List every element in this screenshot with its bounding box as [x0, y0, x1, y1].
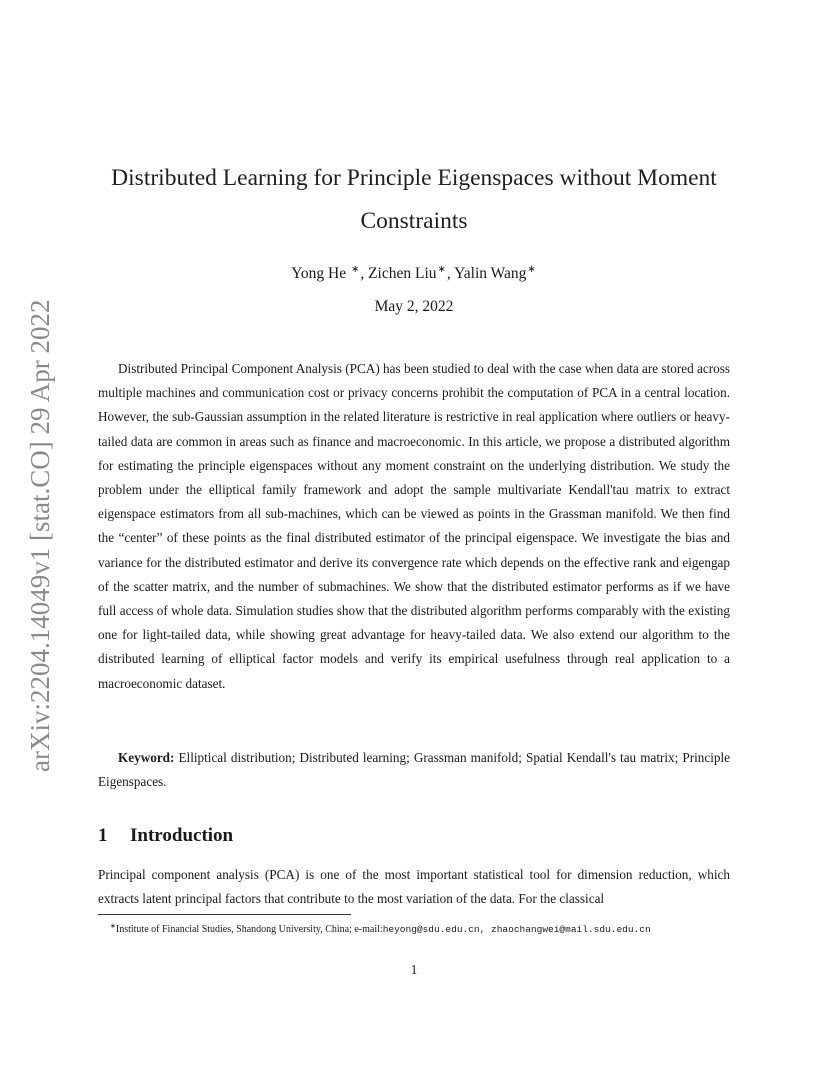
paper-title — [98, 157, 730, 243]
footnote-text: Institute of Financial Studies, Shandong University, China; e-mail: — [115, 924, 383, 935]
author-name: Yong He — [291, 265, 347, 282]
section-title: Introduction — [130, 825, 234, 846]
author-list — [98, 259, 730, 285]
keywords-text: Elliptical distribution; Distributed learning; Grassman manifold; Spatial Kendall's tau matrix; Principle Eigenspaces. — [98, 750, 730, 790]
keywords-label: Keyword: — [118, 750, 175, 765]
footnote-divider — [98, 914, 351, 915]
paper-title-line-2: Constraints — [360, 208, 468, 234]
footnote-mark: ∗ — [110, 922, 116, 930]
arxiv-identifier-stamp: arXiv:2204.14049v1 [stat.CO] 29 Apr 2022 — [25, 299, 55, 772]
author-affiliation-mark: ∗ — [350, 264, 360, 275]
section-number: 1 — [98, 825, 108, 846]
affiliation-footnote — [110, 919, 750, 937]
page-number: 1 — [410, 962, 418, 977]
author-affiliation-mark: ∗ — [527, 264, 536, 275]
author-separator: , — [446, 265, 451, 282]
author-affiliation-mark: ∗ — [437, 264, 446, 275]
author-separator: , — [360, 265, 365, 282]
introduction-paragraph: Principal component analysis (PCA) is one of the most important statistical tool for dimension reduction, which extracts latent principal factors that contribute to the most variation of the data. For the classical — [98, 867, 730, 907]
keywords-paragraph — [98, 746, 730, 794]
author-name: Zichen Liu — [368, 265, 437, 282]
section-heading-introduction — [98, 822, 233, 850]
publication-date: May 2, 2022 — [374, 298, 454, 315]
paper-title-line-1: Distributed Learning for Principle Eigenspaces without Moment — [111, 165, 717, 191]
abstract-paragraph: Distributed Principal Component Analysis (PCA) has been studied to deal with the case when data are stored across multiple machines and communication cost or privacy concerns prohibit the computation of PCA in a central location. However, the sub-Gaussian assumption in the related literature is restrictive in real application where outliers or heavy-tailed data are common in areas such as finance and macroeconomic. In this article, we propose a distributed algorithm for estimating the principle eigenspaces without any moment constraint on the underlying distribution. We study the problem under the elliptical family framework and adopt the sample multivariate Kendall'tau matrix to extract eigenspace estimators from all sub-machines, which can be viewed as points in the Grassman manifold. We then find the “center” of these points as the final distributed estimator of the principal eigenspace. We investigate the bias and variance for the distributed estimator and derive its convergence rate which depends on the effective rank and eigengap of the scatter matrix, and the number of submachines. We show that the distributed estimator performs as if we have full access of whole data. Simulation studies show that the distributed algorithm performs comparably with the existing one for light-tailed data, while showing great advantage for heavy-tailed data. We also extend our algorithm to the distributed learning of elliptical factor models and verify its empirical usefulness through real application to a macroeconomic dataset. — [98, 361, 730, 691]
footnote-emails: heyong@sdu.edu.cn, zhaochangwei@mail.sdu.edu.cn — [382, 924, 651, 935]
author-name: Yalin Wang — [454, 265, 527, 282]
